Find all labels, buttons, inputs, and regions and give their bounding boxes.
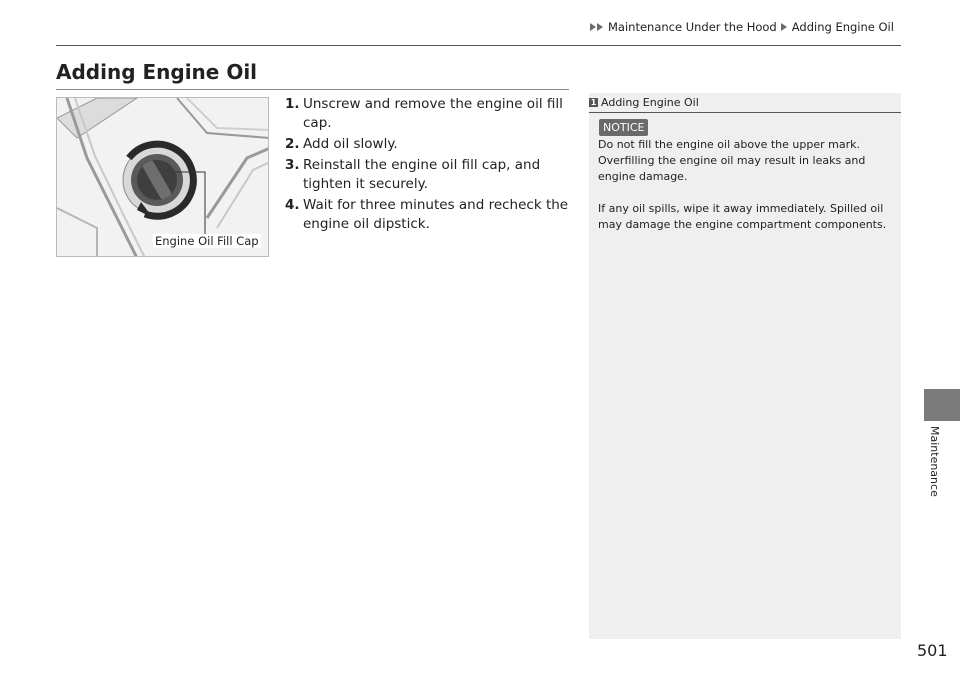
breadcrumb bbox=[590, 20, 894, 34]
arrow-icon bbox=[781, 20, 788, 34]
sidebar-text bbox=[598, 137, 893, 249]
breadcrumb-page: Adding Engine Oil bbox=[791, 20, 894, 34]
chapter-tab-label: Maintenance bbox=[928, 426, 941, 497]
engine-oil-fill-cap-callout: Engine Oil Fill Cap bbox=[155, 234, 259, 248]
page-number: 501 bbox=[917, 641, 948, 660]
page-title: Adding Engine Oil bbox=[56, 60, 258, 84]
step-item bbox=[285, 156, 575, 194]
header-divider bbox=[56, 45, 901, 46]
reference-icon: 1 bbox=[590, 98, 597, 107]
double-arrow-icon bbox=[590, 23, 604, 31]
instruction-steps bbox=[285, 95, 575, 236]
step-number: 4. bbox=[285, 197, 300, 213]
title-divider bbox=[56, 89, 569, 90]
engine-oil-cap-illustration bbox=[56, 97, 269, 257]
notes-sidebar bbox=[589, 93, 901, 639]
step-text: Wait for three minutes and recheck the engine oil dipstick. bbox=[303, 197, 569, 232]
step-text: Reinstall the engine oil fill cap, and tighten it securely. bbox=[303, 157, 541, 192]
sidebar-heading: Adding Engine Oil bbox=[601, 96, 699, 109]
step-item bbox=[285, 95, 575, 133]
notice-paragraph: Do not fill the engine oil above the upper mark. Overfilling the engine oil may result in leaks and engine damage. bbox=[598, 138, 866, 183]
step-text: Unscrew and remove the engine oil fill cap. bbox=[303, 96, 563, 131]
chapter-tab[interactable] bbox=[924, 389, 960, 421]
step-item bbox=[285, 196, 575, 234]
step-number: 2. bbox=[285, 136, 300, 152]
step-number: 1. bbox=[285, 96, 300, 112]
step-item bbox=[285, 135, 575, 154]
sidebar-header bbox=[589, 93, 901, 113]
notice-badge: NOTICE bbox=[599, 119, 648, 136]
breadcrumb-section[interactable]: Maintenance Under the Hood bbox=[608, 20, 777, 34]
step-number: 3. bbox=[285, 157, 300, 173]
step-text: Add oil slowly. bbox=[303, 136, 398, 152]
spill-paragraph: If any oil spills, wipe it away immediately. Spilled oil may damage the engine compartment components. bbox=[598, 202, 887, 231]
